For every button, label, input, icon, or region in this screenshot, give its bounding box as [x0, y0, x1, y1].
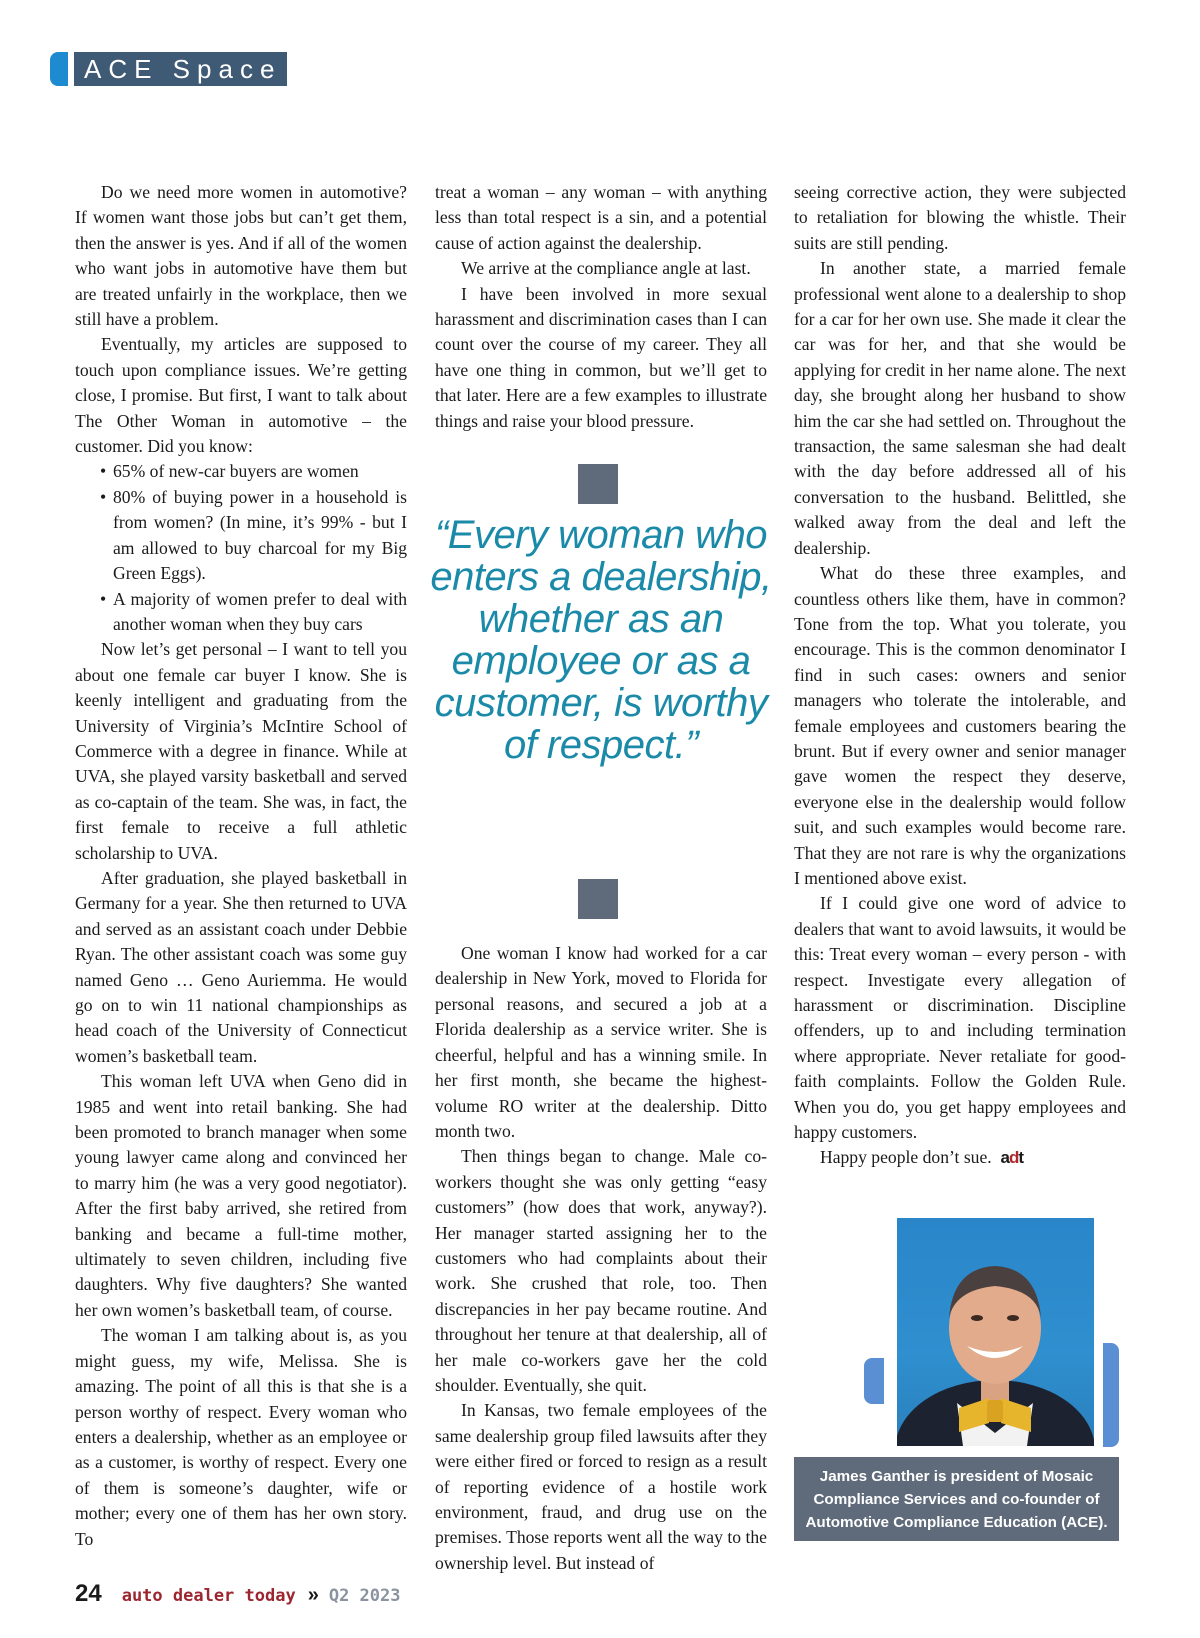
paragraph: treat a woman – any woman – with anything less than total respect is a sin, and a potential cause of action against the dealership. — [435, 182, 767, 253]
paragraph: After graduation, she played basketball in Germany for a year. She then returned to UVA and served as an assistant coach under Debbie Ryan. The other assistant coach was some guy named Geno … Geno Auriemma. He would go on to win 11 national championships as head coach of the University of Connecticut women’s basketball team. — [75, 867, 407, 1066]
article-column-1 — [75, 180, 407, 1552]
list-item: • A majority of women prefer to deal with another woman when they buy cars — [75, 587, 407, 638]
section-label: ACE Space — [74, 52, 287, 86]
magazine-name: auto dealer today — [121, 1586, 296, 1606]
stats-list — [75, 459, 407, 637]
photo-bracket-left — [864, 1358, 884, 1404]
paragraph: Eventually, my articles are supposed to touch upon compliance issues. We’re getting close, I promise. But first, I want to talk about The Other Woman in automotive – the customer. Did you know: — [75, 334, 407, 457]
chevron-separator-icon: » — [307, 1584, 319, 1606]
paragraph: If I could give one word of advice to dealers that want to avoid lawsuits, it would be this: Treat every woman – every person - with respect. Investigate every allegation of harassment or discrimination. Discipline offenders, up to and including termination where appropriate. Never retaliate for good-faith complaints. Follow the Golden Rule. When you do, you get happy employees and happy customers. — [794, 893, 1126, 1143]
page-footer — [75, 1580, 400, 1608]
paragraph: We arrive at the compliance angle at last. — [461, 258, 751, 279]
photo-bracket-right — [1103, 1343, 1119, 1447]
quote-square-top — [578, 464, 618, 504]
paragraph: The woman I am talking about is, as you might guess, my wife, Melissa. She is amazing. The point of all this is that she is a person worthy of respect. Every woman who enters a dealership, whether as an employee or as a customer, is worthy of respect. Every one of them is someone’s daughter, wife or mother; every one of them has her own story. To — [75, 1325, 407, 1549]
paragraph: In another state, a married female professional went alone to a dealership to shop for a car for her own use. She made it clear the car was for her, and that she would be applying for credit in her name alone. The next day, she brought along her husband to show him the car she had settled on. Throughout the transaction, the same salesman she had dealt with the day before addressed all of his conversation to the husband. Belittled, she walked away from the deal and left the dealership. — [794, 258, 1126, 558]
closing-line: Happy people don’t sue. — [820, 1147, 992, 1168]
paragraph: Now let’s get personal – I want to tell you about one female car buyer I know. She is keenly intelligent and graduating from the University of Virginia’s McIntire School of Commerce with a degree in finance. While at UVA, she played varsity basketball and served as co-captain of the team. She was, in fact, the first female to receive a full athletic scholarship to UVA. — [75, 639, 407, 863]
list-item: • 80% of buying power in a household is from women? (In mine, it’s 99% - but I am allowed to buy charcoal for my Big Green Eggs). — [75, 485, 407, 587]
section-header — [50, 52, 287, 86]
paragraph: What do these three examples, and countless others like them, have in common? Tone from the top. What you tolerate, you encourage. This is the common denominator I find in such cases: owners and senior managers who tolerate the intolerable, and female employees and customers bearing the brunt. But if every owner and senior manager gave women the respect they deserve, everyone else in the dealership would follow suit, and such examples would become rare. That they are not rare is why the organizations I mentioned above exist. — [794, 563, 1126, 888]
paragraph: Do we need more women in automotive? If women want those jobs but can’t get them, then the answer is yes. And if all of the women who want jobs in automotive have them but are treated unfairly in the workplace, then we still have a problem. — [75, 182, 407, 330]
article-column-2 — [430, 180, 772, 1576]
article-column-3 — [794, 180, 1126, 1171]
author-portrait-icon — [897, 1218, 1094, 1446]
author-bio-caption: James Ganther is president of Mosaic Compliance Services and co-founder of Automotive Compliance Education (ACE). — [794, 1457, 1119, 1541]
issue-label: Q2 2023 — [328, 1586, 401, 1606]
paragraph: One woman I know had worked for a car dealership in New York, moved to Florida for personal reasons, and secured a job at a Florida dealership as a service writer. She is cheerful, helpful and has a winning smile. In her first month, she became the highest-volume RO writer at the dealership. Ditto month two. — [435, 943, 767, 1141]
paragraph: I have been involved in more sexual harassment and discrimination cases than I can count over the course of my career. They all have one thing in common, but we’ll get to that later. Here are a few examples to illustrate things and raise your blood pressure. — [435, 283, 767, 431]
quote-square-bottom — [578, 879, 618, 919]
author-photo — [897, 1218, 1094, 1446]
paragraph: Then things began to change. Male co-workers thought she was only getting “easy customers” (how does that work, anyway?). Her manager started assigning her to the customers who had complaints about their work. She crushed that role, too. Then discrepancies in her pay became routine. And throughout her tenure at that dealership, all of her male co-workers gave her the cold shoulder. Eventually, she quit. — [435, 1146, 767, 1395]
closing-paragraph — [794, 1145, 1126, 1170]
page-number: 24 — [75, 1580, 102, 1607]
paragraph: In Kansas, two female employees of the same dealership group filed lawsuits after they were either fired or forced to resign as a result of reporting evidence of a hostile work environment, fraud, and drug use on the premises. Those reports went all the way to the ownership level. But instead of — [435, 1400, 767, 1573]
list-item: • 65% of new-car buyers are women — [75, 459, 407, 484]
adt-end-mark-icon: adt — [1000, 1148, 1023, 1168]
paragraph: seeing corrective action, they were subjected to retaliation for blowing the whistle. Their suits are still pending. — [794, 182, 1126, 253]
pull-quote-text: “Every woman who enters a dealership, whether as an employee or as a customer, is worthy of respect.” — [430, 513, 772, 768]
pull-quote — [430, 464, 772, 919]
header-accent-tab — [50, 52, 68, 86]
paragraph: This woman left UVA when Geno did in 1985 and went into retail banking. She had been promoted to branch manager when some young lawyer came along and convinced her to marry him (he was a very good negotiator). After the first baby arrived, she retired from banking and became a full-time mother, ultimately to seven children, including five daughters. Why five daughters? She wanted her own women’s basketball team, of course. — [75, 1071, 407, 1320]
